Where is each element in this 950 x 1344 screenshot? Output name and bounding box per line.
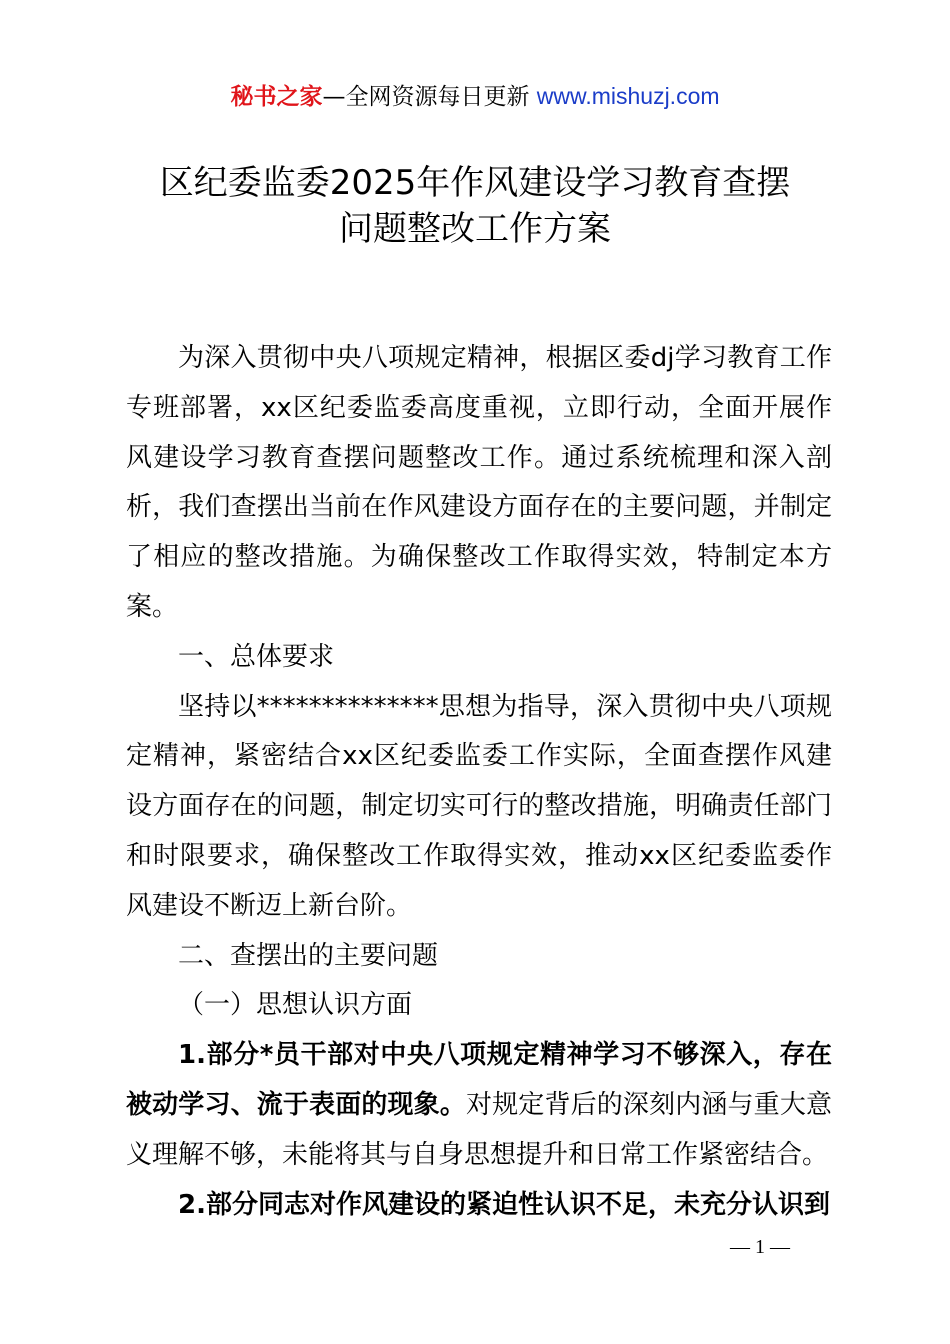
list-item-1 <box>126 1031 832 1180</box>
document-title <box>60 160 890 252</box>
section-heading-2: 二、查摆出的主要问题 <box>178 940 439 971</box>
list-item-2: 2.部分同志对作风建设的紧迫性认识不足，未充分认识到 <box>178 1189 830 1220</box>
list-item-1-text: 对规定背后的深刻内涵与重大意义理解不够，未能将其与自身思想提升和日常工作紧密结合。 <box>126 1089 832 1170</box>
subsection-heading: （一）思想认识方面 <box>178 990 413 1021</box>
section-1-paragraph: 坚持以**************思想为指导，深入贯彻中央八项规定精神，紧密结合xx区纪委监委工作实际，全面查摆作风建设方面存在的问题，制定切实可行的整改措施，明确责任部门和时限要求，确保整改工作取得实效，推动xx区纪委监委作风建设不断迈上新台阶。 <box>126 691 832 921</box>
title-line-1: 区纪委监委2025年作风建设学习教育查摆 <box>159 163 791 203</box>
site-url-link[interactable]: www.mishuzj.com <box>536 83 720 109</box>
banner-tagline: —全网资源每日更新 <box>322 84 530 110</box>
brand-name: 秘书之家 <box>230 84 323 110</box>
list-item-1-lead: 1.部分*员干部对中央八项规定精神学习不够深入，存在被动学习、流于表面的现象。 <box>126 1040 832 1120</box>
page-number: — 1 — <box>730 1236 790 1258</box>
title-line-2: 问题整改工作方案 <box>339 209 611 249</box>
intro-paragraph: 为深入贯彻中央八项规定精神，根据区委dj学习教育工作专班部署，xx区纪委监委高度重视，立即行动，全面开展作风建设学习教育查摆问题整改工作。通过系统梳理和深入剖析，我们查摆出当前在作风建设方面存在的主要问题，并制定了相应的整改措施。为确保整改工作取得实效，特制定本方案。 <box>126 343 832 622</box>
document-body <box>126 334 832 1230</box>
site-banner <box>0 80 950 113</box>
section-heading-1: 一、总体要求 <box>178 641 335 672</box>
